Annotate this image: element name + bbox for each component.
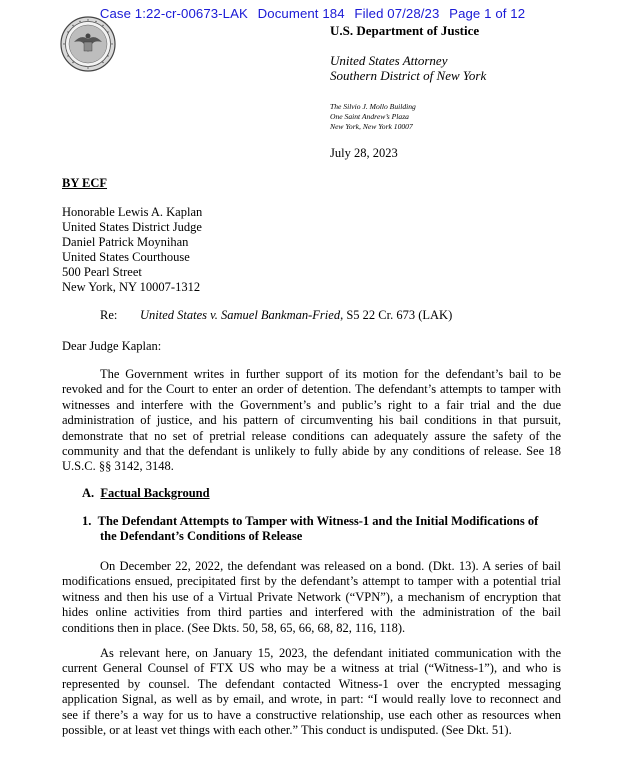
recipient-line: 500 Pearl Street — [62, 265, 142, 279]
section-heading — [82, 486, 210, 501]
paragraph-line: On December 22, 2022, the defendant was released on a bond. (Dkt. 13). A series of bail — [100, 559, 561, 573]
paragraph-line: hides online activities from third parties and interfered with the administration of the bail — [62, 605, 561, 620]
subsection-title-line-1: The Defendant Attempts to Tamper with Witness-1 and the Initial Modifications of — [97, 514, 539, 528]
subsection-number: 1. — [82, 514, 92, 528]
paragraph-line: witnesses and interfere with the Government’s and public’s right to a fair trial and the due — [62, 397, 561, 412]
case-docket-number: , S5 22 Cr. 673 (LAK) — [340, 308, 453, 322]
paragraph-line: As relevant here, on January 15, 2023, the defendant initiated communication with the — [100, 646, 561, 660]
department-name: U.S. Department of Justice — [330, 23, 480, 38]
subsection-title-line-2: the Defendant’s Conditions of Release — [100, 529, 303, 543]
page-count: Page 1 of 12 — [449, 6, 526, 21]
paragraph-line: see if there’s a way for us to have a constructive relationship, use each other as resources when — [62, 707, 561, 722]
filed-date: Filed 07/28/23 — [354, 6, 440, 21]
body-paragraph-2 — [62, 559, 561, 636]
paragraph-line: U.S.C. §§ 3142, 3148. — [62, 459, 174, 474]
re-label: Re: — [100, 308, 118, 322]
delivery-method: BY ECF — [62, 176, 108, 190]
paragraph-line: represented by counsel. The defendant contacted Witness-1 over the encrypted messaging — [62, 676, 561, 691]
re-line — [140, 308, 452, 323]
intro-paragraph — [62, 367, 561, 475]
address-line-3: New York, New York 10007 — [330, 122, 413, 131]
paragraph-line: current General Counsel of FTX US who may be a witness at trial (“Witness-1”), and who is — [62, 661, 561, 676]
recipient-line: New York, NY 10007-1312 — [62, 280, 201, 294]
subsection-heading — [82, 514, 538, 529]
office-line-1: United States Attorney — [330, 53, 448, 68]
document-number: Document 184 — [257, 6, 345, 21]
paragraph-line: possible, or at least vet things with each other.” This conduct is undisputed. (See Dkt. 51). — [62, 723, 512, 738]
paragraph-line: modifications ensued, precipitated first by the defendant’s attempt to tamper with a potential trial — [62, 574, 561, 589]
paragraph-line: administration of justice, and his pattern of circumventing his bail conditions in that pursuit, — [62, 413, 561, 428]
office-line-2: Southern District of New York — [330, 68, 487, 83]
case-caption: United States v. Samuel Bankman-Fried — [140, 308, 341, 322]
paragraph-line: conditions then in place. (See Dkts. 50, 58, 65, 66, 68, 82, 116, 118). — [62, 620, 406, 635]
paragraph-line: witness and then his use of a Virtual Private Network (“VPN”), a mechanism of encryption that — [62, 589, 561, 604]
doj-seal-icon — [60, 16, 116, 72]
paragraph-line: demonstrate that no set of pretrial release conditions can adequately assure the safety of the — [62, 428, 561, 443]
recipient-line: United States District Judge — [62, 220, 202, 234]
recipient-line: Honorable Lewis A. Kaplan — [62, 205, 203, 219]
case-number: Case 1:22-cr-00673-LAK — [99, 6, 248, 21]
salutation: Dear Judge Kaplan: — [62, 339, 162, 353]
paragraph-line: The Government writes in further support of its motion for the defendant’s bail to be — [100, 367, 561, 381]
address-line-1: The Silvio J. Mollo Building — [330, 102, 416, 111]
section-title: Factual Background — [100, 486, 210, 500]
recipient-line: Daniel Patrick Moynihan — [62, 235, 189, 249]
paragraph-line: application Signal, as well as by email, and wrote, in part: “I would really love to reconnect and — [62, 692, 561, 707]
letter-date: July 28, 2023 — [330, 146, 398, 160]
body-paragraph-3 — [62, 646, 561, 738]
recipient-line: United States Courthouse — [62, 250, 190, 264]
paragraph-line: revoked and for the Court to enter an order of detention. The defendant’s attempts to tamper with — [62, 382, 561, 397]
paragraph-line: community and that the defendant is unlikely to fully abide by any conditions of release. See 18 — [62, 444, 561, 459]
section-letter: A. — [82, 486, 95, 500]
address-line-2: One Saint Andrew’s Plaza — [330, 112, 409, 121]
